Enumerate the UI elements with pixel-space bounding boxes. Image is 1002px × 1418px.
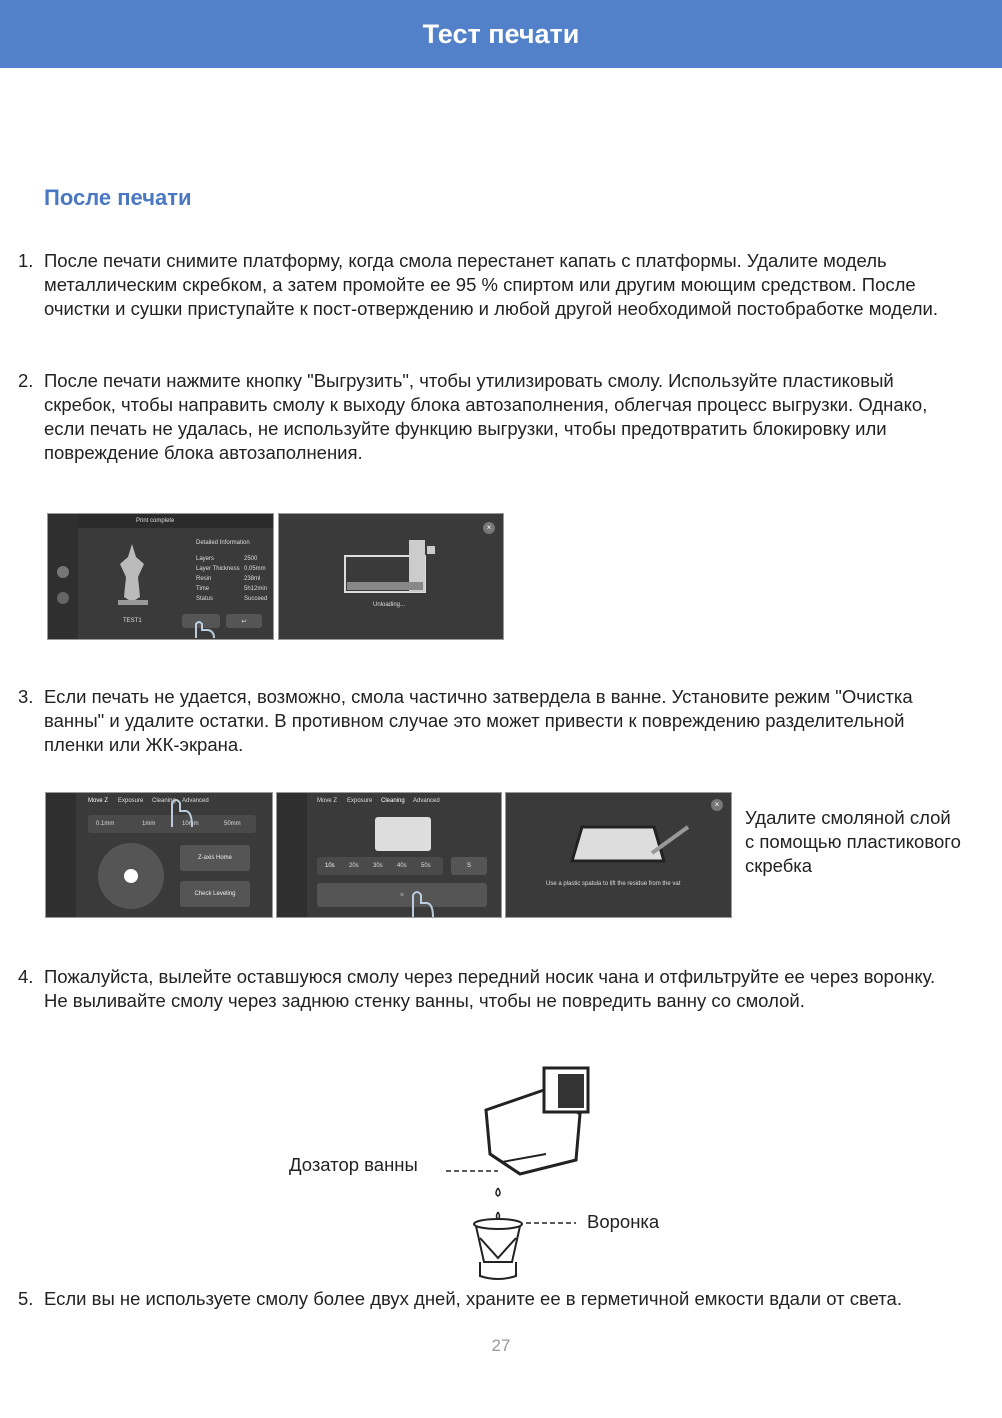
tab-advanced[interactable]: Advanced [413, 798, 440, 804]
page-title: Тест печати [422, 18, 580, 49]
screen-title: Print complete [136, 518, 175, 524]
info-value: 0.05mm [244, 566, 266, 572]
scraper-note: Удалите смоляной слой с помощью пластикового скребка [745, 807, 961, 876]
model-name: TEST1 [123, 618, 142, 624]
z-dial[interactable] [98, 843, 164, 909]
tab-advanced[interactable]: Advanced [182, 798, 209, 804]
step-number: 2. [18, 370, 34, 391]
info-value: 238ml [244, 576, 261, 582]
step-number: 1. [18, 250, 34, 271]
spout-leader-line [446, 1168, 498, 1174]
info-label: Resin [196, 576, 212, 582]
custom-time-input[interactable] [451, 857, 487, 875]
tap-hand-icon [164, 793, 194, 829]
step-number: 4. [18, 966, 34, 987]
step-text: После печати нажмите кнопку "Выгрузить", чтобы утилизировать смолу. Используйте пластиковый скребок, чтобы направить смолу к выходу блока автозаполнения, облегчая процесс выгрузки. Однако, если печать не удалась, не используйте функцию выгрузки, чтобы предотвратить блокировку или повреждение блока автозаполнения. [44, 370, 928, 463]
screen-sidebar [46, 793, 76, 917]
print-complete-screen [47, 513, 274, 640]
spatula-hint-text: Use a plastic spatula to lift the residue from the vat [546, 881, 681, 887]
cleaning-screen [276, 792, 502, 918]
model-figure-icon [110, 542, 155, 607]
close-icon[interactable]: × [711, 799, 723, 811]
vat-preview [375, 817, 431, 851]
info-value: 2500 [244, 556, 258, 562]
close-icon[interactable]: × [483, 522, 495, 534]
printer-unloading-icon [343, 538, 439, 600]
step-text: После печати снимите платформу, когда смола перестанет капать с платформы. Удалите модель металлическим скребком, а затем промойте ее 95 % спиртом или другим моющим средством. После очистки и сушки приступайте к пост-отверждению и любой другой необходимой постобработке модели. [44, 250, 939, 319]
step-item-2 [18, 369, 948, 465]
step-option[interactable]: 50mm [224, 821, 241, 827]
screen-sidebar [277, 793, 307, 917]
time-option[interactable]: 10s [325, 863, 335, 869]
time-option[interactable]: 50s [421, 863, 431, 869]
tab-cleaning[interactable]: Cleaning [152, 798, 176, 804]
tab-move-z[interactable]: Move Z [88, 798, 109, 804]
step-item-4 [18, 965, 948, 1013]
info-label: Layer Thickness [196, 566, 240, 572]
move-z-screen [45, 792, 273, 918]
step-text: Если печать не удается, возможно, смола частично затвердела в ванне. Установите режим "Очистка ванны" и удалите остатки. В противном случае это может привести к повреждению разделительной пленки или ЖК-экрана. [44, 686, 913, 755]
info-label: Status [196, 596, 214, 602]
funnel-label: Воронка [587, 1211, 660, 1232]
step-number: 3. [18, 686, 34, 707]
step-item-3 [18, 685, 948, 757]
step-option[interactable]: 10mm [182, 821, 199, 827]
info-label: Layers [196, 556, 215, 562]
unloading-text: Unloading... [373, 602, 406, 608]
unloading-screen [278, 513, 504, 640]
tab-exposure[interactable]: Exposure [347, 798, 373, 804]
stop-icon [57, 566, 69, 578]
back-button[interactable]: ↩ [226, 614, 262, 628]
step-option[interactable]: 0.1mm [96, 821, 115, 827]
time-option[interactable]: 40s [397, 863, 407, 869]
page-number: 27 [491, 1336, 511, 1355]
vat-spout-label: Дозатор ванны [289, 1154, 418, 1175]
tab-cleaning[interactable]: Cleaning [381, 798, 405, 804]
panel-title: Detailed Information [196, 540, 250, 546]
section-title: После печати [44, 185, 192, 210]
page-header [0, 0, 1002, 68]
info-value: Succeed [244, 596, 268, 602]
info-label: Time [196, 586, 210, 592]
screen-sidebar [48, 514, 78, 639]
play-icon [57, 592, 69, 604]
z-axis-home-button[interactable] [180, 845, 250, 871]
unit-label: S [466, 863, 471, 869]
step-option[interactable]: 1mm [142, 821, 156, 827]
step-number: 5. [18, 1288, 34, 1309]
time-option[interactable]: 30s [373, 863, 383, 869]
tab-move-z[interactable]: Move Z [317, 798, 338, 804]
start-cleaning-button[interactable]: ☼ [317, 883, 487, 907]
vat-spatula-icon [568, 821, 692, 869]
check-leveling-button[interactable] [180, 881, 250, 907]
button-label: Check Leveling [194, 891, 236, 897]
info-value: 5h12min [244, 586, 268, 592]
funnel-leader-line [526, 1220, 576, 1226]
step-text: Если вы не используете смолу более двух дней, храните ее в герметичной емкости вдали от света. [44, 1288, 902, 1309]
tap-hand-icon [188, 618, 218, 640]
button-label: Z-axis Home [197, 855, 232, 861]
step-item-5 [18, 1287, 948, 1311]
tap-hand-icon [405, 887, 435, 918]
spatula-hint-screen [505, 792, 732, 918]
stop-icon[interactable] [124, 869, 138, 883]
tab-exposure[interactable]: Exposure [118, 798, 144, 804]
step-text: Пожалуйста, вылейте оставшуюся смолу через передний носик чана и отфильтруйте ее через воронку. Не выливайте смолу через заднюю стенку ванны, чтобы не повредить ванну со смолой. [44, 966, 936, 1011]
time-option[interactable]: 20s [349, 863, 359, 869]
step-item-1 [18, 249, 948, 321]
